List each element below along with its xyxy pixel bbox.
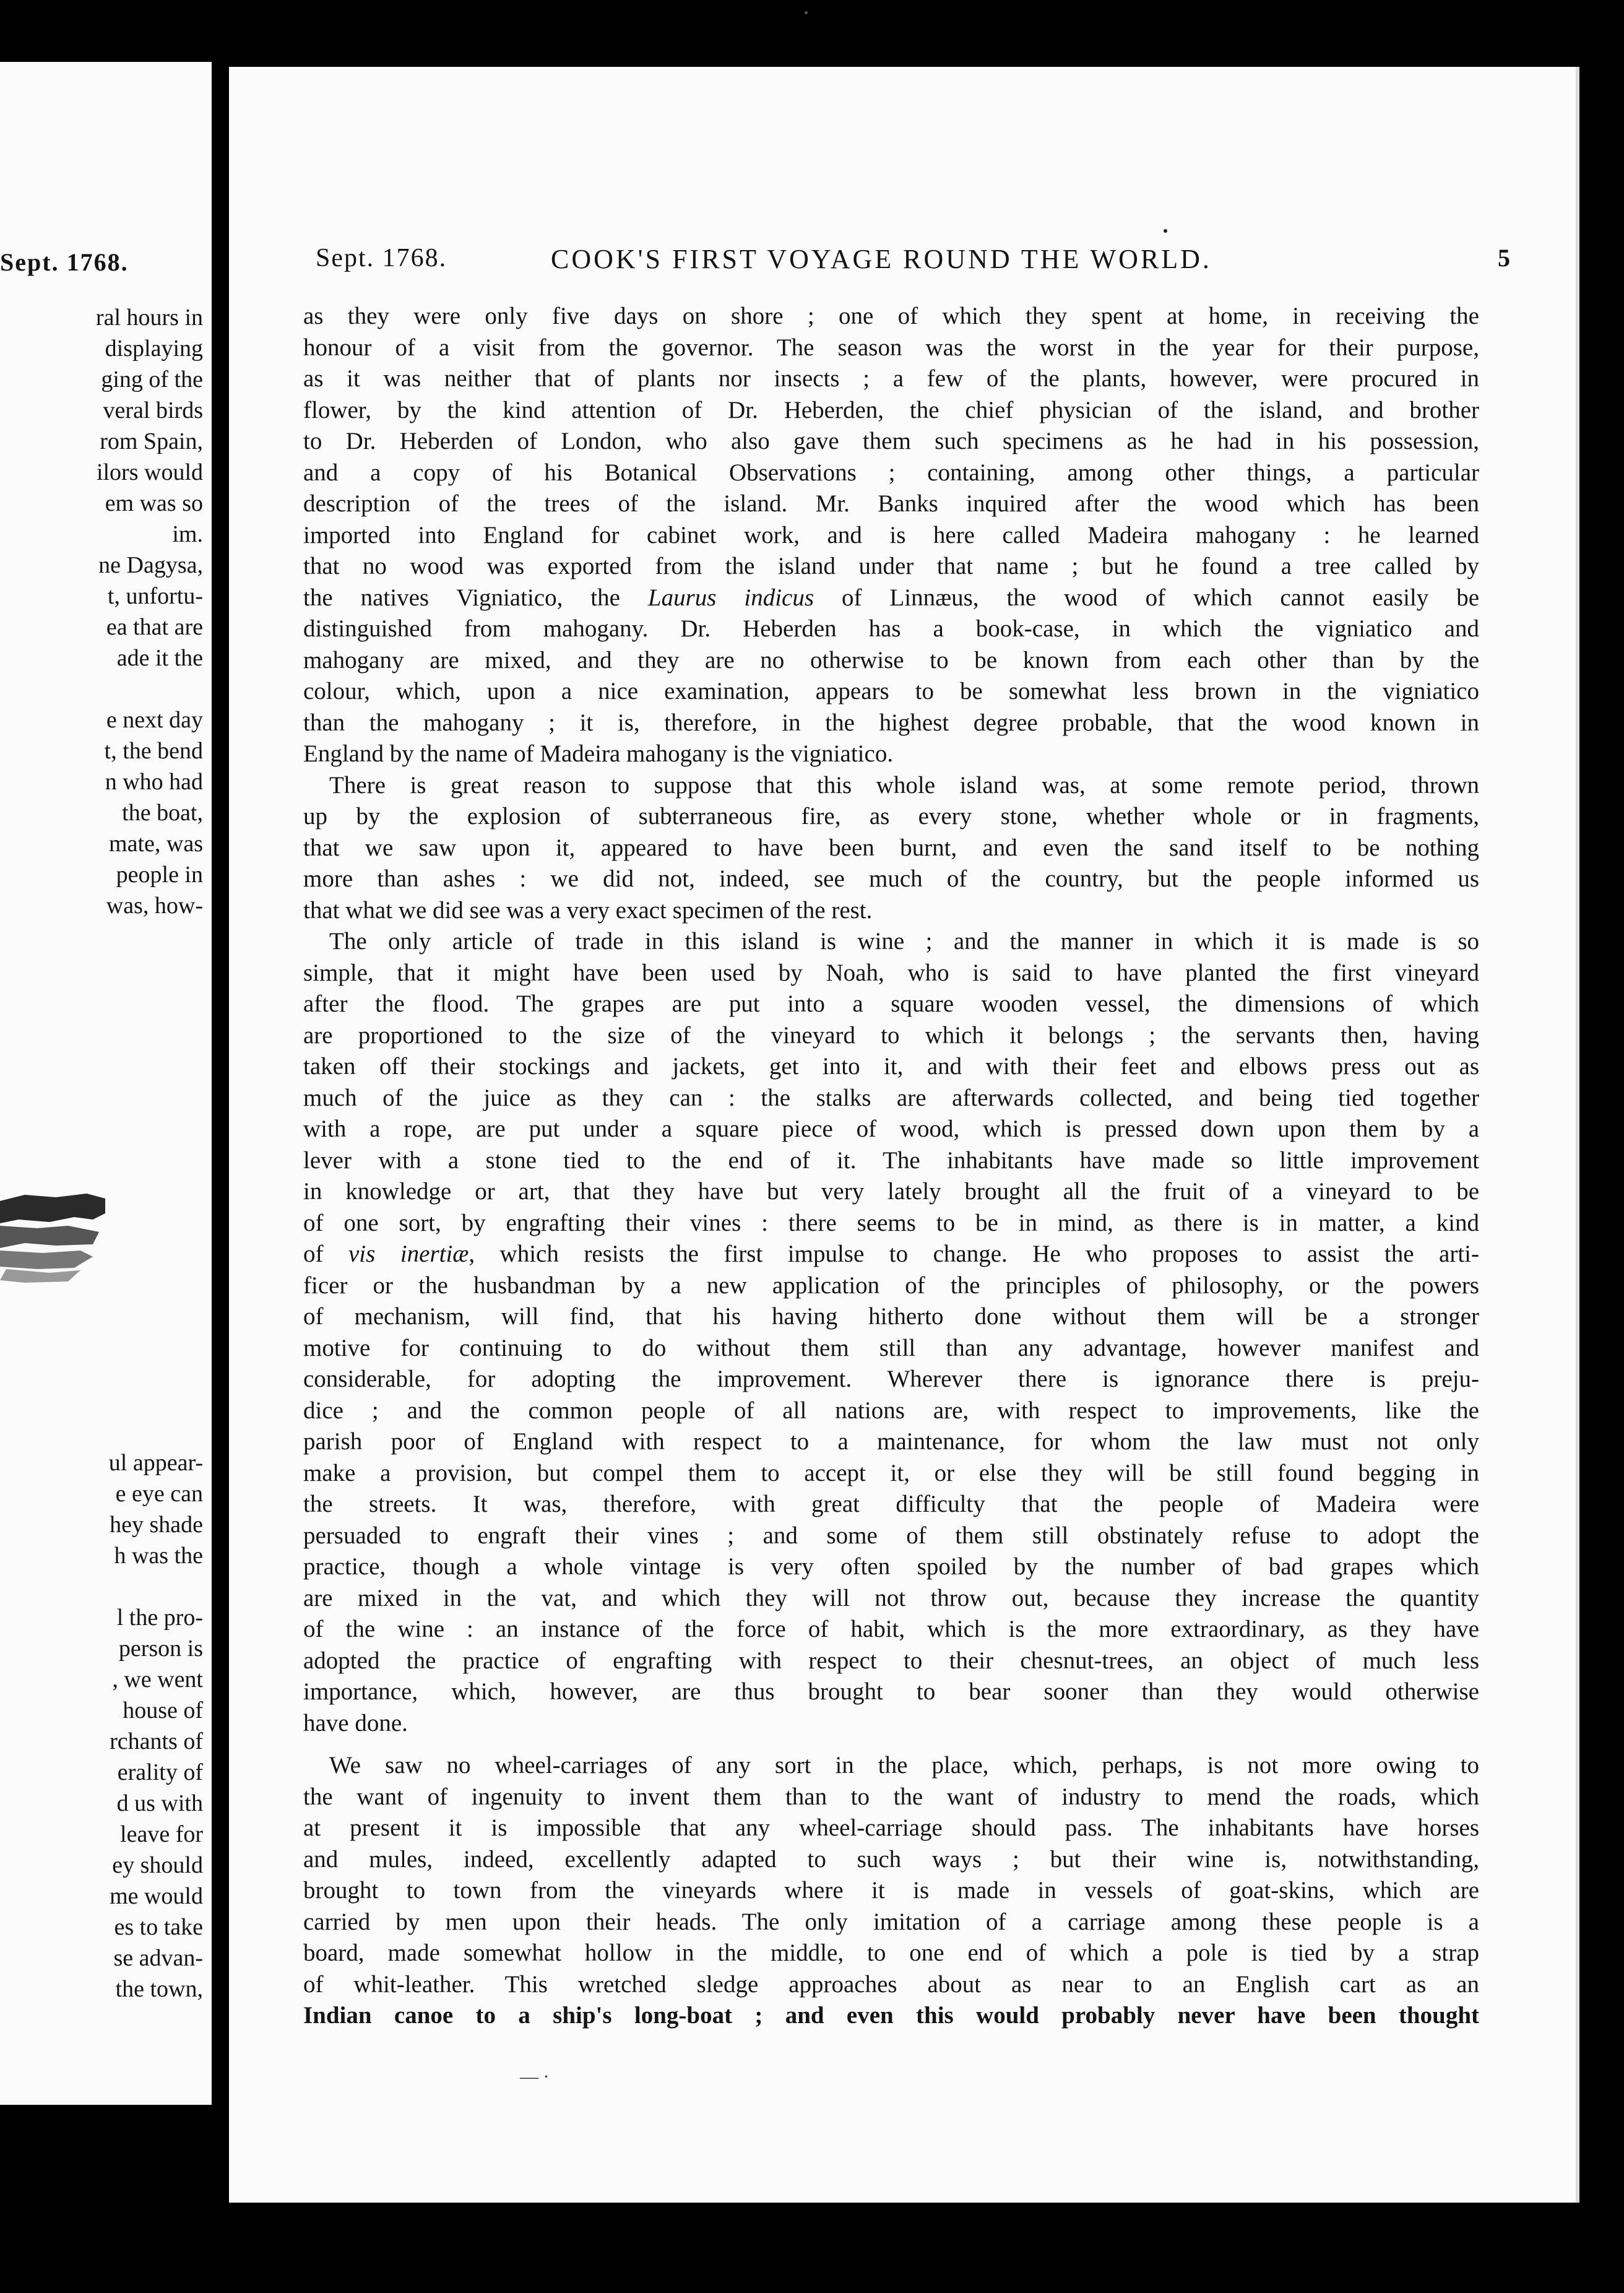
facing-page-line: se advan- (113, 1945, 203, 1971)
facing-page-line: im. (172, 521, 203, 547)
facing-page-line: ging of the (101, 366, 203, 392)
scan-speck (1164, 229, 1167, 233)
facing-page-line: em was so (105, 490, 203, 516)
text-line: honour of a visit from the governor. The season was the worst in the year for their purpose, (303, 334, 1479, 361)
facing-page-fragment (0, 62, 212, 2105)
paragraph (303, 301, 1479, 770)
text-line: the streets. It was, therefore, with great difficulty that the people of Madeira were (303, 1491, 1479, 1517)
facing-page-line: me would (110, 1883, 203, 1909)
facing-page-line: l the pro- (116, 1605, 203, 1631)
facing-page-line: hey shade (110, 1512, 203, 1538)
text-line: of vis inertiæ, which resists the first impulse to change. He who proposes to assist the arti- (303, 1241, 1479, 1267)
facing-page-block-b (0, 704, 203, 921)
facing-page-line: rchants of (110, 1728, 203, 1754)
text-line: brought to town from the vineyards where it is made in vessels of goat-skins, which are (303, 1877, 1479, 1904)
text-line: up by the explosion of subterraneous fire, as every stone, whether whole or in fragments, (303, 803, 1479, 830)
running-head (316, 243, 1510, 280)
facing-page-block-d (0, 1602, 203, 2005)
text-line: than the mahogany ; it is, therefore, in the highest degree probable, that the wood known in (303, 709, 1479, 736)
text-line: motive for continuing to do without them still than any advantage, however manifest and (303, 1334, 1479, 1361)
scan-speck (805, 11, 808, 14)
text-line: of mechanism, will find, that his having hitherto done without them will be a stronger (303, 1303, 1479, 1330)
running-head-date: Sept. 1768. (316, 244, 447, 272)
text-line: There is great reason to suppose that this whole island was, at some remote period, thrown (329, 771, 1479, 799)
text-line: make a provision, but compel them to accept it, or else they will be still found begging in (303, 1459, 1479, 1486)
text-line: are mixed in the vat, and which they will not throw out, because they increase the quantity (303, 1584, 1479, 1611)
text-line: are proportioned to the size of the vineyard to which it belongs ; the servants then, having (303, 1021, 1479, 1049)
text-line: We saw no wheel-carriages of any sort in the place, which, perhaps, is not more owing to (329, 1752, 1479, 1779)
text-line: importance, which, however, are thus brought to bear sooner than they would otherwise (303, 1678, 1479, 1705)
facing-page-text (0, 302, 203, 2005)
book-page (229, 67, 1576, 2203)
facing-page-line: erality of (117, 1759, 203, 1785)
facing-page-running-head: Sept. 1768. (0, 248, 129, 276)
facing-page-line: t, the bend (104, 738, 203, 764)
text-line: board, made somewhat hollow in the middle, to one end of which a pole is tied by a strap (303, 1940, 1479, 1966)
text-line: colour, which, upon a nice examination, appears to be somewhat less brown in the vigniatico (303, 678, 1479, 704)
engraving-fragment (0, 1176, 105, 1294)
facing-page-line: n who had (105, 769, 203, 795)
text-line: imported into England for cabinet work, and is here called Madeira mahogany : he learned (303, 521, 1479, 548)
text-line: with a rope, are put under a square piece of wood, which is pressed down upon them by a (303, 1116, 1479, 1142)
text-line: and a copy of his Botanical Observations ; containing, among other things, a particular (303, 459, 1479, 486)
facing-page-line: ne Dagysa, (98, 552, 203, 578)
text-line: England by the name of Madeira mahogany is the vigniatico. (303, 740, 894, 767)
text-line: considerable, for adopting the improvement. Wherever there is ignorance there is preju- (303, 1366, 1479, 1392)
text-line: of whit-leather. This wretched sledge approaches about as near to an English cart as an (303, 1970, 1479, 1998)
text-line: of one sort, by engrafting their vines : there seems to be in mind, as there is in matter, a kind (303, 1209, 1479, 1236)
text-line: of the wine : an instance of the force of habit, which is the more extraordinary, as they have (303, 1616, 1479, 1642)
facing-page-line: people in (116, 862, 203, 888)
text-line: as it was neither that of plants nor insects ; a few of the plants, however, were procured in (303, 365, 1479, 392)
text-line: simple, that it might have been used by Noah, who is said to have planted the first vineyard (303, 959, 1479, 986)
facing-page-line: e next day (106, 707, 203, 733)
text-line: the want of ingenuity to invent them than to the want of industry to mend the roads, which (303, 1783, 1479, 1810)
text-line: carried by men upon their heads. The only imitation of a carriage among these people is a (303, 1908, 1479, 1935)
facing-page-line: , we went (112, 1667, 203, 1693)
text-line: more than ashes : we did not, indeed, see much of the country, but the people informed us (303, 865, 1479, 892)
text-line: practice, though a whole vintage is very often spoiled by the number of bad grapes which (303, 1553, 1479, 1580)
facing-page-block-c (0, 1447, 203, 1571)
text-line: taken off their stockings and jackets, get into it, and with their feet and elbows press out as (303, 1053, 1479, 1080)
facing-page-line: ul appear- (108, 1450, 203, 1476)
running-head-title: COOK'S FIRST VOYAGE ROUND THE WORLD. (551, 244, 1212, 274)
text-line: description of the trees of the island. Mr. Banks inquired after the wood which has been (303, 490, 1479, 517)
text-line: and mules, indeed, excellently adapted to such ways ; but their wine is, notwithstanding, (303, 1845, 1479, 1873)
text-line: The only article of trade in this island is wine ; and the manner in which it is made is so (329, 928, 1479, 955)
text-line: in knowledge or art, that they have but very lately brought all the fruit of a vineyard to be (303, 1178, 1479, 1205)
text-line: much of the juice as they can : the stalks are afterwards collected, and being tied together (303, 1084, 1479, 1111)
text-line: flower, by the kind attention of Dr. Heberden, the chief physician of the island, and brother (303, 396, 1479, 423)
text-line: ficer or the husbandman by a new application of the principles of philosophy, or the powers (303, 1272, 1479, 1299)
text-line: parish poor of England with respect to a maintenance, for whom the law must not only (303, 1428, 1479, 1455)
facing-page-line: leave for (120, 1821, 203, 1847)
text-line: that no wood was exported from the island under that name ; but he found a tree called by (303, 553, 1479, 579)
text-line: at present it is impossible that any wheel-carriage should pass. The inhabitants have horses (303, 1814, 1479, 1841)
facing-page-line: mate, was (109, 831, 203, 857)
facing-page-line: ey should (112, 1852, 203, 1878)
facing-page-line: h was the (114, 1543, 203, 1569)
facing-page-line: rom Spain, (100, 428, 203, 454)
text-line: lever with a stone tied to the end of it. The inhabitants have made so little improvement (303, 1146, 1479, 1174)
paragraph (303, 926, 1479, 1739)
facing-page-line: was, how- (106, 893, 203, 919)
facing-page-line: veral birds (103, 397, 203, 423)
facing-page-line: e eye can (115, 1481, 203, 1507)
page-number: 5 (1498, 244, 1510, 272)
text-line: dice ; and the common people of all nations are, with respect to improvements, like the (303, 1397, 1479, 1424)
paragraph (303, 770, 1479, 927)
facing-page-line: t, unfortu- (107, 583, 203, 609)
facing-page-line: d us with (116, 1790, 203, 1816)
facing-page-line: ea that are (106, 614, 203, 640)
text-line: to Dr. Heberden of London, who also gave them such specimens as he had in his possession, (303, 428, 1479, 454)
text-line: the natives Vigniatico, the Laurus indicus of Linnæus, the wood of which cannot easily be (303, 584, 1479, 611)
text-line: Indian canoe to a ship's long-boat ; and even this would probably never have been thought (303, 2002, 1479, 2029)
paragraph (303, 1750, 1479, 2032)
scan-mark: — · (520, 2066, 550, 2087)
text-line: that we saw upon it, appeared to have been burnt, and even the sand itself to be nothing (303, 834, 1479, 861)
text-line: that what we did see was a very exact specimen of the rest. (303, 896, 873, 924)
text-line: adopted the practice of engrafting with respect to their chesnut-trees, an object of much less (303, 1647, 1479, 1674)
text-line: after the flood. The grapes are put into a square wooden vessel, the dimensions of which (303, 990, 1479, 1017)
facing-page-line: ral hours in (95, 305, 203, 331)
facing-page-line: ilors would (96, 459, 203, 485)
facing-page-line: es to take (114, 1914, 203, 1940)
facing-page-line: the boat, (122, 800, 203, 826)
facing-page-line: ade it the (116, 645, 203, 671)
text-line: persuaded to engraft their vines ; and some of them still obstinately refuse to adopt the (303, 1522, 1479, 1549)
facing-page-block-a (0, 302, 203, 674)
text-line: distinguished from mahogany. Dr. Heberden has a book-case, in which the vigniatico and (303, 615, 1479, 642)
text-line: as they were only five days on shore ; one of which they spent at home, in receiving the (303, 303, 1479, 329)
facing-page-line: displaying (105, 336, 203, 362)
text-line: have done. (303, 1709, 408, 1736)
text-line: mahogany are mixed, and they are no otherwise to be known from each other than by the (303, 646, 1479, 674)
facing-page-line: person is (118, 1636, 203, 1662)
facing-page-line: the town, (115, 1976, 203, 2002)
body-text (303, 301, 1479, 2032)
facing-page-line: house of (123, 1697, 203, 1723)
